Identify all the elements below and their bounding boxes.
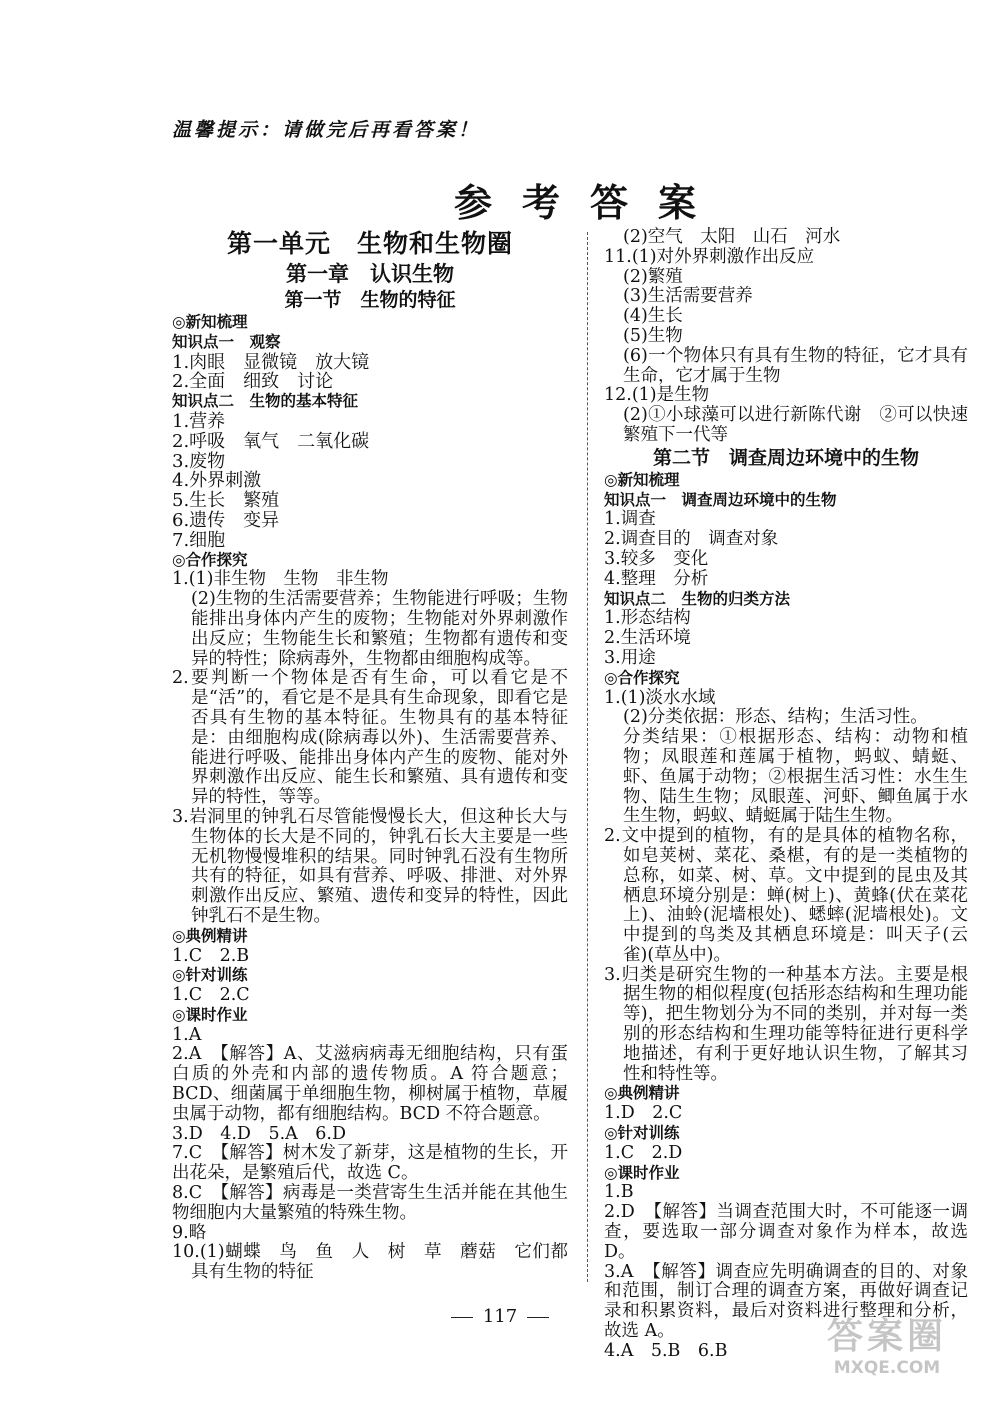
chapter-title: 第一章 认识生物: [286, 262, 454, 286]
answer-line: 4.A 5.B 6.B: [604, 1340, 728, 1361]
answer-line: 3.D 4.D 5.A 6.D: [172, 1123, 347, 1144]
section-heading: 知识点二 生物的基本特征: [172, 392, 359, 411]
column-divider: [587, 232, 588, 1282]
answer-line: 8.C 【解答】病毒是一类营寄生生活并能在其他生物细胞内大量繁殖的特殊生物。: [172, 1183, 568, 1223]
section-heading: 知识点一 调查周边环境中的生物: [604, 490, 837, 509]
answer-line: 1.形态结构: [604, 608, 691, 629]
section-heading: ◎针对训练: [172, 966, 248, 985]
answer-line: (4)生长: [623, 306, 683, 327]
answer-line: 1.C 2.D: [604, 1142, 683, 1163]
answer-line: (2)繁殖: [623, 266, 683, 287]
section-heading: ◎合作探究: [604, 668, 680, 687]
section-heading: ◎新知梳理: [172, 313, 248, 331]
answer-line: 1.调查: [604, 509, 656, 530]
answer-line: 3.废物: [172, 450, 226, 472]
answer-line: 1.(1)淡水水域: [604, 687, 716, 708]
answer-line: 1.C 2.C: [172, 985, 250, 1006]
answer-line: 3.归类是研究生物的一种基本方法。主要是根据生物的相似程度(包括形态结构和生理功能等)，把生物划分为不同的类别，并对每一类别的形态结构和生理功能等特征进行更科学地描述，有利于更好地认识生物，了解其习性和特性等。: [604, 964, 968, 1084]
answer-line: 3.用途: [604, 647, 656, 668]
section-heading: ◎典例精讲: [172, 926, 248, 945]
answer-line: 分类结果：①根据形态、结构：动物和植物；凤眼莲和莲属于植物，蚂蚁、蜻蜓、虾、鱼属于动物；②根据生活习性：水生生物、陆生生物；凤眼莲、河虾、鲫鱼属于水生生物，蚂蚁、蜻蜓属于陆生生物。: [623, 727, 968, 827]
answer-line: 2.文中提到的植物，有的是具体的植物名称，如皂荚树、菜花、桑椹，有的是一类植物的总称，如菜、树、草。文中提到的昆虫及其栖息环境分别是：蝉(树上)、黄蜂(伏在菜花上)、油蛉(泥墙根处)、蟋蟀(泥墙根处)。文中提到的鸟类及其栖息环境是：叫天子(云雀)(草丛中)。: [604, 826, 968, 965]
answer-line: 5.生长 繁殖: [172, 490, 280, 512]
answer-line: 7.C 【解答】树木发了新芽，这是植物的生长，开出花朵，是繁殖后代，故选 C。: [172, 1143, 568, 1184]
section-heading: ◎典例精讲: [604, 1084, 680, 1103]
right-lines-a: [604, 228, 968, 446]
section-heading: ◎课时作业: [604, 1163, 680, 1182]
answer-line: 1.B: [604, 1182, 634, 1203]
page-title: 参考答案: [453, 181, 726, 225]
section-title-2: 第二节 调查周边环境中的生物: [652, 446, 919, 469]
answer-line: 2.要判断一个物体是否有生命，可以看它是不是“活”的，看它是不是具有生命现象，即看它是否具有生物的基本特征。生物具有的基本特征是：由细胞构成(除病毒以外)、生活需要营养、能进行呼吸、能排出身体内产生的废物、能对外界刺激作出反应、能生长和繁殖、具有遗传和变异的特性，等等。: [172, 668, 568, 808]
section-heading: ◎课时作业: [172, 1005, 248, 1024]
answer-line: 10.(1)蝴蝶 鸟 鱼 人 树 草 蘑菇 它们都具有生物的特征: [172, 1242, 568, 1283]
answer-line: 1.A: [172, 1024, 202, 1045]
answer-line: 1.肉眼 显微镜 放大镜: [172, 351, 370, 373]
answer-line: (2)生物的生活需要营养；生物能进行呼吸；生物能排出身体内产生的废物；生物能对外界刺激作出反应；生物能生长和繁殖；生物都有遗传和变异的特性；除病毒外，生物都由细胞构成等。: [191, 589, 568, 669]
answer-line: 3.岩洞里的钟乳石尽管能慢慢长大，但这种长大与生物体的长大是不同的，钟乳石长大主要是一些无机物慢慢堆积的结果。同时钟乳石没有生物所共有的特征，如具有营养、呼吸、排泄、对外界刺激作出反应、繁殖、遗传和变异的特性，因此钟乳石不是生物。: [172, 806, 568, 926]
answer-line: (6)一个物体只有具有生物的特征，它才具有生命，它才属于生物: [623, 345, 968, 386]
section-heading: ◎新知梳理: [604, 470, 680, 489]
section-heading: ◎针对训练: [604, 1124, 680, 1143]
watermark-text: 答案圈: [826, 1316, 947, 1357]
answer-line: (5)生物: [623, 325, 683, 346]
answer-line: 3.较多 变化: [604, 548, 709, 569]
warm-tip: 温馨提示：请做完后再看答案！: [172, 119, 481, 141]
answer-line: (2)①小球藻可以进行新陈代谢 ②可以快速繁殖下一代等: [623, 405, 968, 445]
answer-line: 1.C 2.B: [172, 945, 250, 966]
right-column: [604, 227, 974, 1362]
right-lines-b: [604, 470, 974, 1362]
answer-line: 4.整理 分析: [604, 568, 709, 589]
section-heading: 知识点一 观察: [172, 332, 281, 351]
left-lines: [172, 313, 568, 1283]
answer-line: 4.外界刺激: [172, 470, 262, 492]
answer-line: (2)空气 太阳 山石 河水: [623, 227, 841, 247]
watermark-url: MXQE.COM: [833, 1358, 941, 1378]
answer-line: 12.(1)是生物: [604, 385, 710, 406]
answer-line: 11.(1)对外界刺激作出反应: [604, 246, 815, 267]
answer-line: 6.遗传 变异: [172, 509, 280, 531]
answer-line: 2.全面 细致 讨论: [172, 371, 334, 393]
answer-line: (3)生活需要营养: [623, 286, 753, 307]
answer-line: 9.略: [172, 1222, 207, 1243]
section-heading: ◎合作探究: [172, 550, 248, 569]
left-column: [172, 228, 568, 1283]
answer-line: 2.呼吸 氧气 二氧化碳: [172, 430, 370, 452]
answer-line: 2.调查目的 调查对象: [604, 529, 779, 550]
answer-line: 2.D 【解答】当调查范围大时，不可能逐一调查，要选取一部分调查对象作为样本，故选 D。: [604, 1202, 974, 1262]
answer-line: 3.A 【解答】调查应先明确调查的目的、对象和范围，制订合理的调查方案，再做好调查记录和积累资料，最后对资料进行整理和分析，故选 A。: [604, 1261, 968, 1342]
section-title: 第一节 生物的特征: [284, 289, 456, 311]
answer-line: (2)分类依据：形态、结构；生活习性。: [623, 707, 928, 728]
answer-line: 1.D 2.C: [604, 1103, 683, 1124]
answer-line: 1.(1)非生物 生物 非生物: [172, 569, 389, 590]
watermark-logo: [802, 1316, 972, 1396]
answer-line: 7.细胞: [172, 529, 226, 551]
unit-title: 第一单元 生物和生物圈: [226, 229, 513, 258]
section-heading: 知识点二 生物的归类方法: [604, 589, 791, 608]
answer-line: 2.A 【解答】A、艾滋病病毒无细胞结构，只有蛋白质的外壳和内部的遗传物质。A 符合题意；BCD、细菌属于单细胞生物，柳树属于植物，草履虫属于动物，都有细胞结构。BCD 不符合题意。: [172, 1044, 568, 1124]
answer-line: 2.生活环境: [604, 628, 691, 649]
answer-line: 1.营养: [172, 410, 226, 432]
page-number-text: 117: [482, 1306, 518, 1327]
